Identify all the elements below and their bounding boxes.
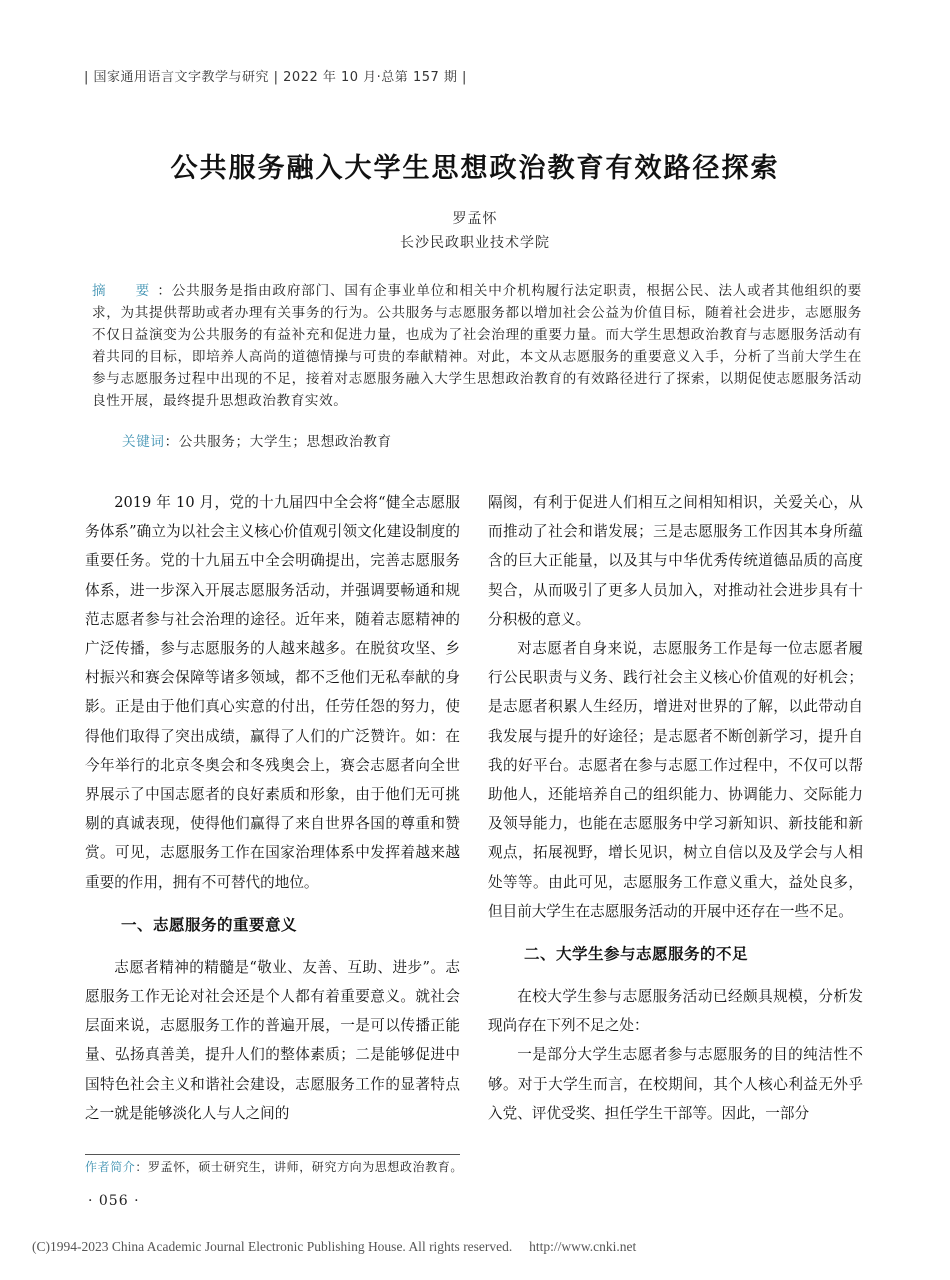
keywords-text: ：公共服务；大学生；思想政治教育 — [164, 434, 392, 450]
footnote-text: ：罗孟怀，硕士研究生，讲师，研究方向为思想政治教育。 — [135, 1160, 464, 1174]
keywords — [122, 430, 392, 450]
journal-header: | 国家通用语言文字教学与研究 | 2022 年 10 月·总第 157 期 | — [84, 70, 467, 85]
body-paragraph: 2019 年 10 月，党的十九届四中全会将“健全志愿服务体系”确立为以社会主义核心价值观引领文化建设制度的重要任务。党的十九届五中全会明确提出，完善志愿服务体系，进一步深入开展志愿服务活动，并强调要畅通和规范志愿者参与社会治理的途径。近年来，随着志愿精神的广泛传播，参与志愿服务的人越来越多。在脱贫攻坚、乡村振兴和赛会保障等诸多领域，都不乏他们无私奉献的身影。正是由于他们真心实意的付出，任劳任怨的努力，使得他们取得了突出成绩，赢得了人们的广泛赞许。如：在今年举行的北京冬奥会和冬残奥会上，赛会志愿者向全世界展示了中国志愿者的良好素质和形象，由于他们无可挑剔的真诚表现，使得他们赢得了来自世界各国的尊重和赞赏。可见，志愿服务工作在国家治理体系中发挥着越来越重要的作用，拥有不可替代的地位。 — [85, 494, 460, 891]
body-paragraph: 隔阂，有利于促进人们相互之间相知相识，关爱关心，从而推动了社会和谐发展；三是志愿服务工作因其本身所蕴含的巨大正能量，以及其与中华优秀传统道德品质的高度契合，从而吸引了更多人员加入，对推动社会进步具有十分积极的意义。 — [488, 494, 863, 628]
abstract-text: ：公共服务是指由政府部门、国有企事业单位和相关中介机构履行法定职责，根据公民、法人或者其他组织的要求，为其提供帮助或者办理有关事务的行为。公共服务与志愿服务都以增加社会公益为价值目标，随着社会进步，志愿服务不仅日益演变为公共服务的有益补充和促进力量，也成为了社会治理的重要力量。而大学生思想政治教育与志愿服务活动有着共同的目标，即培养人高尚的道德情操与可贵的奉献精神。对此，本文从志愿服务的重要意义入手，分析了当前大学生在参与志愿服务过程中出现的不足，接着对志愿服务融入大学生思想政治教育的有效路径进行了探索，以期促使志愿服务活动良性开展，最终提升思想政治教育实效。 — [92, 283, 862, 409]
body-paragraph: 志愿者精神的精髓是“敬业、友善、互助、进步”。志愿服务工作无论对社会还是个人都有着重要意义。就社会层面来说，志愿服务工作的普遍开展，一是可以传播正能量、弘扬真善美，提升人们的整体素质；二是能够促进中国特色社会主义和谐社会建设，志愿服务工作的显著特点之一就是能够淡化人与人之间的 — [85, 958, 460, 1122]
footnote-label: 作者简介 — [85, 1160, 136, 1174]
body-paragraph: 对志愿者自身来说，志愿服务工作是每一位志愿者履行公民职责与义务、践行社会主义核心价值观的好机会；是志愿者积累人生经历，增进对世界的了解，以此带动自我发展与提升的好途径；是志愿者不断创新学习，提升自我的好平台。志愿者在参与志愿工作过程中，不仅可以帮助他人，还能培养自己的组织能力、协调能力、交际能力及领导能力，也能在志愿服务中学习新知识、新技能和新观点，拓展视野，增长见识，树立自信以及及学会与人相处等等。由此可见，志愿服务工作意义重大，益处良多，但目前大学生在志愿服务活动的开展中还存在一些不足。 — [488, 640, 863, 920]
author-name: 罗孟怀 — [452, 211, 498, 227]
author-affiliation: 长沙民政职业技术学院 — [400, 235, 550, 251]
abstract-label: 摘 要 — [92, 283, 158, 299]
footnote-divider — [85, 1154, 460, 1155]
copyright-line: (C)1994-2023 China Academic Journal Electronic Publishing House. All rights reserved. http://www.cnki.net — [32, 1239, 637, 1254]
left-column — [85, 488, 460, 1128]
abstract — [92, 280, 862, 412]
article-title: 公共服务融入大学生思想政治教育有效路径探索 — [170, 153, 780, 184]
body-paragraph: 在校大学生参与志愿服务活动已经颇具规模，分析发现尚存在下列不足之处： — [488, 988, 863, 1035]
body-paragraph: 一是部分大学生志愿者参与志愿服务的目的纯洁性不够。对于大学生而言，在校期间，其个人核心利益无外乎入党、评优受奖、担任学生干部等。因此，一部分 — [488, 1046, 863, 1122]
page-number: · 056 · — [88, 1193, 140, 1209]
author-footnote — [85, 1158, 463, 1175]
right-column — [488, 488, 863, 1128]
section-heading-1: 一、志愿服务的重要意义 — [121, 915, 298, 934]
keywords-label: 关键词 — [122, 434, 165, 450]
section-heading-2: 二、大学生参与志愿服务的不足 — [524, 945, 749, 964]
